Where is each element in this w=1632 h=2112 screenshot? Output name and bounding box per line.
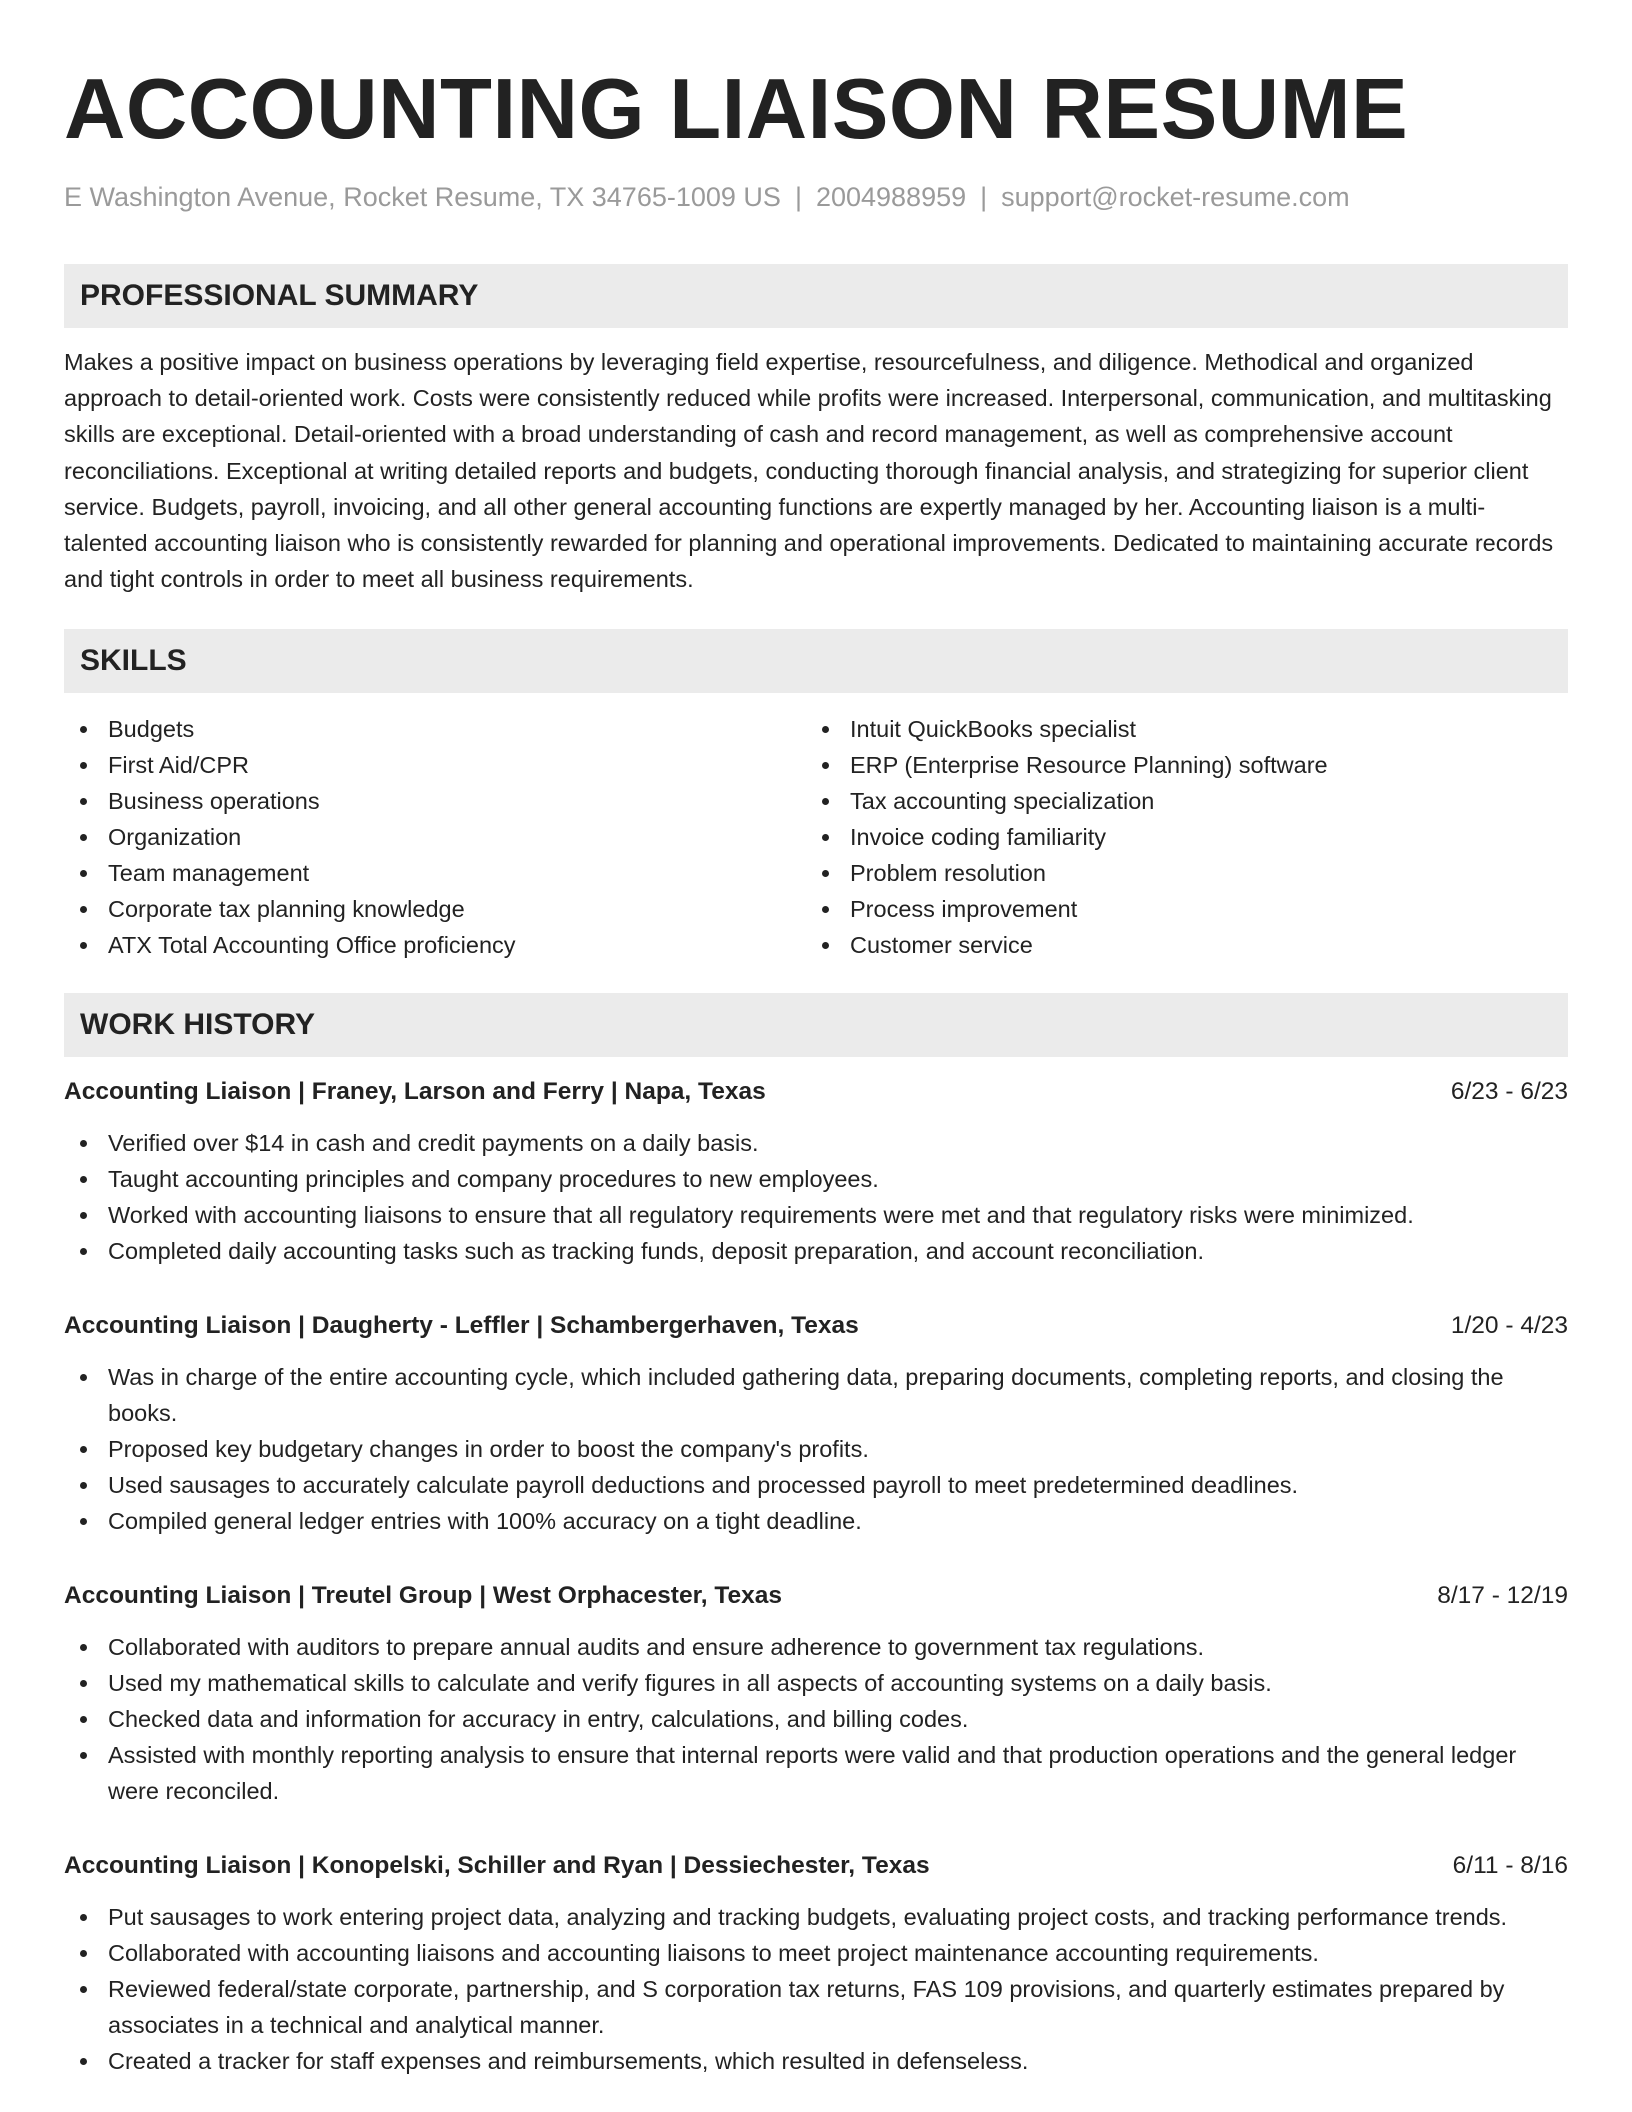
contact-separator: |	[980, 182, 988, 212]
skill-item: ATX Total Accounting Office proficiency	[64, 927, 806, 963]
job-dates: 8/17 - 12/19	[1437, 1582, 1568, 1610]
job-bullet: Collaborated with auditors to prepare annual audits and ensure adherence to government tax regulations.	[64, 1629, 1568, 1665]
job-dates: 1/20 - 4/23	[1450, 1312, 1568, 1340]
work-history-heading: WORK HISTORY	[64, 993, 1568, 1057]
job-bullet: Assisted with monthly reporting analysis to ensure that internal reports were valid and that production operations and the general ledger were reconciled.	[64, 1737, 1568, 1809]
skills-column-left	[64, 711, 806, 963]
contact-phone: 2004988959	[815, 182, 967, 212]
job-bullet: Used my mathematical skills to calculate and verify figures in all aspects of accounting systems on a daily basis.	[64, 1665, 1568, 1701]
skills-heading: SKILLS	[64, 629, 1568, 693]
skill-item: Organization	[64, 819, 806, 855]
contact-email: support@rocket-resume.com	[1001, 182, 1350, 212]
job-header	[64, 1849, 1568, 1883]
professional-summary-text: Makes a positive impact on business operations by leveraging field expertise, resourcefulness, and diligence. Methodical and organized approach to detail-oriented work. Costs were consistently reduced while profits were increased. Interpersonal, communication, and multitasking skills are exceptional. Detail-oriented with a broad understanding of cash and record management, as well as comprehensive account reconciliations. Exceptional at writing detailed reports and budgets, conducting thorough financial analysis, and strategizing for superior client service. Budgets, payroll, invoicing, and all other general accounting functions are expertly managed by her. Accounting liaison is a multi-talented accounting liaison who is consistently rewarded for planning and operational improvements. Dedicated to maintaining accurate records and tight controls in order to meet all business requirements.	[64, 349, 1554, 593]
job-bullet: Created a tracker for staff expenses and reimbursements, which resulted in defenseless.	[64, 2043, 1568, 2079]
job-bullet: Was in charge of the entire accounting cycle, which included gathering data, preparing documents, completing reports, and closing the books.	[64, 1359, 1568, 1431]
job-bullets	[64, 1125, 1568, 1269]
skills-list	[64, 711, 1568, 963]
skill-item: Corporate tax planning knowledge	[64, 891, 806, 927]
skill-item: Intuit QuickBooks specialist	[806, 711, 1548, 747]
job-bullet: Verified over $14 in cash and credit payments on a daily basis.	[64, 1125, 1568, 1161]
contact-line	[64, 180, 1568, 214]
job-bullet: Completed daily accounting tasks such as tracking funds, deposit preparation, and account reconciliation.	[64, 1233, 1568, 1269]
job-bullets	[64, 1359, 1568, 1539]
work-history-list	[64, 1075, 1568, 2079]
job-entry	[64, 1075, 1568, 1269]
job-bullet: Compiled general ledger entries with 100% accuracy on a tight deadline.	[64, 1503, 1568, 1539]
job-bullet: Worked with accounting liaisons to ensure that all regulatory requirements were met and that regulatory risks were minimized.	[64, 1197, 1568, 1233]
job-bullet: Put sausages to work entering project data, analyzing and tracking budgets, evaluating project costs, and tracking performance trends.	[64, 1899, 1568, 1935]
job-entry	[64, 1849, 1568, 2079]
resume-page	[64, 56, 1568, 2079]
contact-address: E Washington Avenue, Rocket Resume, TX 34765-1009 US	[64, 182, 781, 212]
skill-item: Business operations	[64, 783, 806, 819]
contact-separator: |	[794, 182, 802, 212]
job-bullet: Proposed key budgetary changes in order to boost the company's profits.	[64, 1431, 1568, 1467]
skill-item: ERP (Enterprise Resource Planning) software	[806, 747, 1548, 783]
job-title: Accounting Liaison | Daugherty - Leffler | Schambergerhaven, Texas	[64, 1312, 859, 1340]
job-bullet: Collaborated with accounting liaisons and accounting liaisons to meet project maintenance accounting requirements.	[64, 1935, 1568, 1971]
job-dates: 6/23 - 6/23	[1450, 1078, 1568, 1106]
job-entry	[64, 1579, 1568, 1809]
job-entry	[64, 1309, 1568, 1539]
skill-item: Process improvement	[806, 891, 1548, 927]
job-dates: 6/11 - 8/16	[1452, 1852, 1568, 1880]
job-title: Accounting Liaison | Konopelski, Schiller and Ryan | Dessiechester, Texas	[64, 1852, 930, 1880]
skill-item: Invoice coding familiarity	[806, 819, 1548, 855]
job-title: Accounting Liaison | Franey, Larson and Ferry | Napa, Texas	[64, 1078, 766, 1106]
skill-item: Customer service	[806, 927, 1548, 963]
job-bullet: Checked data and information for accuracy in entry, calculations, and billing codes.	[64, 1701, 1568, 1737]
skill-item: Team management	[64, 855, 806, 891]
job-bullets	[64, 1629, 1568, 1809]
job-bullet: Reviewed federal/state corporate, partnership, and S corporation tax returns, FAS 109 provisions, and quarterly estimates prepared by associates in a technical and analytical manner.	[64, 1971, 1568, 2043]
job-title: Accounting Liaison | Treutel Group | West Orphacester, Texas	[64, 1582, 783, 1610]
skills-column-right	[806, 711, 1548, 963]
job-header	[64, 1309, 1568, 1343]
skill-item: Tax accounting specialization	[806, 783, 1548, 819]
resume-title: ACCOUNTING LIAISON RESUME	[64, 62, 1409, 157]
skill-item: Problem resolution	[806, 855, 1548, 891]
professional-summary-heading: PROFESSIONAL SUMMARY	[64, 264, 1568, 328]
job-header	[64, 1579, 1568, 1613]
skill-item: First Aid/CPR	[64, 747, 806, 783]
job-header	[64, 1075, 1568, 1109]
job-bullet: Taught accounting principles and company procedures to new employees.	[64, 1161, 1568, 1197]
skill-item: Budgets	[64, 711, 806, 747]
job-bullets	[64, 1899, 1568, 2079]
job-bullet: Used sausages to accurately calculate payroll deductions and processed payroll to meet predetermined deadlines.	[64, 1467, 1568, 1503]
